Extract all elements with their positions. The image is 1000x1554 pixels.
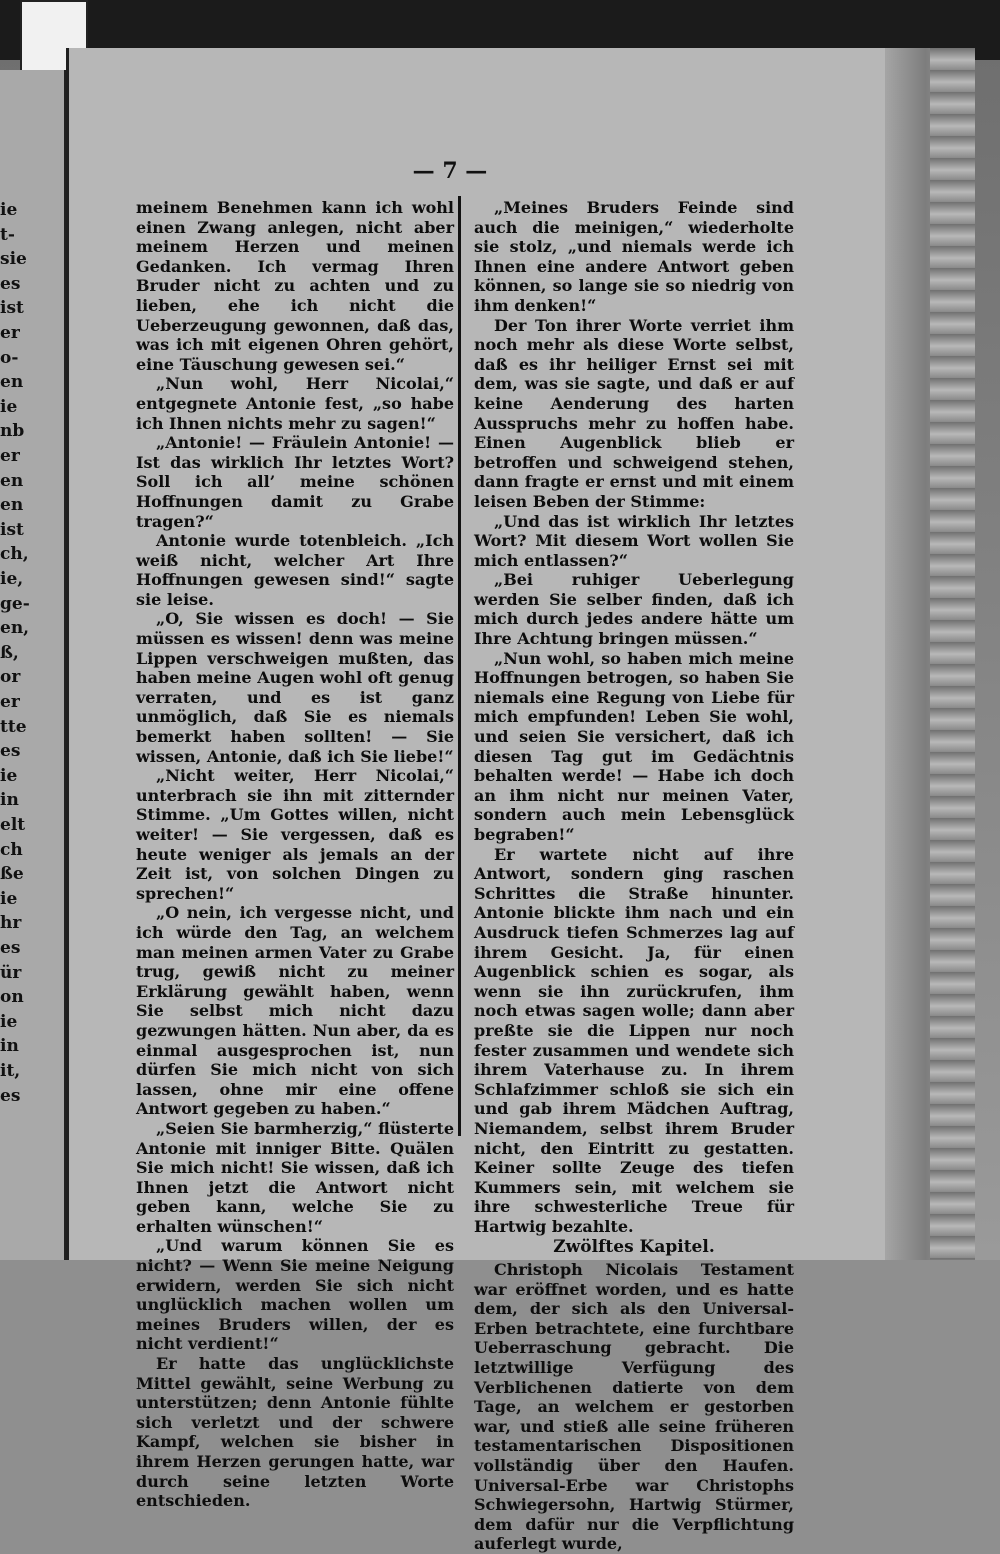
paragraph: Er wartete nicht auf ihre Antwort, sondern ging raschen Schrittes die Straße hinunter. Antonie blickte ihm nach und ein Ausdruck tiefen Schmerzes lag auf ihrem Gesicht. Ja, für einen Augenblick schien es sogar, als wenn sie ihn zurückrufen, ihm noch etwas sagen wolle; dann aber preßte sie die Lippen nur noch fester zusammen und wendete sich ihrem Vaterhause zu. In ihrem Schlafzimmer schloß sie sich ein und gab ihrem Mädchen Auftrag, Niemandem, selbst ihrem Bruder nicht, den Eintritt zu gestatten. Keiner sollte Zeuge des tiefen Kummers sein, mit welchem sie ihre schwesterliche Treue für Hartwig bezahlte. bbox=[474, 844, 794, 1236]
margin-fragment: in bbox=[0, 790, 19, 811]
margin-fragment: t- bbox=[0, 224, 15, 245]
paragraph: Antonie wurde totenbleich. „Ich weiß nicht, welcher Art Ihre Hoffnungen gewesen sind!“ sagte sie leise. bbox=[136, 531, 454, 609]
margin-fragment: ße bbox=[0, 864, 24, 885]
left-text-column bbox=[136, 198, 454, 1511]
paragraph: „Und das ist wirklich Ihr letztes Wort? Mit diesem Wort wollen Sie mich entlassen?“ bbox=[474, 511, 794, 570]
margin-fragment: nb bbox=[0, 421, 25, 442]
paragraph: „Meines Bruders Feinde sind auch die meinigen,“ wiederholte sie stolz, „und niemals werde ich Ihnen eine andere Antwort geben können, so lange sie so niedrig von ihm denken!“ bbox=[474, 198, 794, 315]
margin-fragment: or bbox=[0, 667, 21, 688]
margin-fragment: ie bbox=[0, 200, 18, 220]
margin-fragment: o- bbox=[0, 347, 19, 368]
paragraph: „Und warum können Sie es nicht? — Wenn Sie meine Neigung erwidern, werden Sie sich nicht unglücklich machen wollen um meines Bruders willen, der es nicht verdient!“ bbox=[136, 1236, 454, 1354]
paragraph: „Antonie! — Fräulein Antonie! — Ist das wirklich Ihr letztes Wort? Soll ich all’ meine schönen Hoffnungen damit zu Grabe tragen?“ bbox=[136, 433, 454, 531]
right-text-column bbox=[474, 198, 794, 1554]
margin-fragment: es bbox=[0, 938, 21, 958]
margin-fragment: es bbox=[0, 741, 21, 762]
column-divider bbox=[458, 196, 461, 1136]
page-torn-edge bbox=[930, 48, 975, 1260]
margin-fragment: en bbox=[0, 470, 24, 491]
margin-fragment: hr bbox=[0, 913, 22, 934]
margin-fragment: ch, bbox=[0, 544, 29, 565]
margin-fragment: ie bbox=[0, 765, 18, 786]
margin-fragment: ß, bbox=[0, 642, 19, 663]
margin-fragment: ie bbox=[0, 888, 18, 909]
margin-fragment: ch bbox=[0, 839, 23, 860]
paragraph: Der Ton ihrer Worte verriet ihm noch mehr als diese Worte selbst, daß es ihr heiliger Ernst sei mit dem, was sie sagte, und daß er auf keine Aenderung des harten Ausspruchs mehr zu hoffen habe. Einen Augenblick blieb er betroffen und schweigend stehen, dann fragte er ernst und mit einem leisen Beben der Stimme: bbox=[474, 315, 794, 511]
paragraph: Christoph Nicolais Testament war eröffnet worden, und es hatte dem, der sich als den Universal-Erben betrachtete, eine furchtbare Ueberraschung gebracht. Die letztwillige Verfügung des Verblichenen datierte von dem Tage, an welchem er gestorben war, und stieß alle seine früheren testamentarischen Dispositionen vollständig über den Haufen. Universal-Erbe war Christophs Schwiegersohn, Hartwig Stürmer, dem dafür nur die Verpflichtung auferlegt wurde, bbox=[474, 1260, 794, 1554]
margin-fragment: er bbox=[0, 446, 20, 466]
margin-fragment: elt bbox=[0, 815, 26, 835]
paragraph: „Nicht weiter, Herr Nicolai,“ unterbrach sie ihn mit zitternder Stimme. „Um Gottes willen, nicht weiter! — Sie vergessen, daß es heute weniger als jemals an der Zeit ist, von solchen Dingen zu sprechen!“ bbox=[136, 766, 454, 903]
paragraph: „Bei ruhiger Ueberlegung werden Sie selber finden, daß ich mich durch jedes andere hätte um Ihre Achtung bringen müssen.“ bbox=[474, 570, 794, 649]
margin-fragment: es bbox=[0, 1085, 21, 1106]
left-page-edge bbox=[0, 70, 67, 1260]
margin-fragment: ge- bbox=[0, 593, 30, 614]
paragraph: „Seien Sie barmherzig,“ flüsterte Antonie mit inniger Bitte. Quälen Sie mich nicht! Sie wissen, daß ich Ihnen jetzt die Antwort nicht geben kann, welche Sie zu erhalten wünschen!“ bbox=[136, 1118, 454, 1236]
margin-fragment: ist bbox=[0, 298, 24, 319]
paragraph: „Nun wohl, Herr Nicolai,“ entgegnete Antonie fest, „so habe ich Ihnen nichts mehr zu sagen!“ bbox=[136, 374, 454, 433]
margin-fragment: er bbox=[0, 692, 20, 712]
paragraph: Er hatte das unglücklichste Mittel gewählt, seine Werbung zu unterstützen; denn Antonie fühlte sich verletzt und der schwere Kampf, welchen sie bisher in ihrem Herzen gerungen hatte, war durch seine letzten Worte entschieden. bbox=[136, 1354, 454, 1511]
margin-fragment: ie bbox=[0, 396, 18, 417]
margin-fragment: en bbox=[0, 372, 24, 393]
page-number: — 7 — bbox=[412, 158, 488, 184]
margin-fragment: ist bbox=[0, 519, 24, 540]
margin-fragment: ie, bbox=[0, 569, 24, 589]
margin-fragment: in bbox=[0, 1036, 19, 1057]
paragraph: „O nein, ich vergesse nicht, und ich würde den Tag, an welchem man meinen armen Vater zu Grabe trug, gewiß nicht zu meiner Erklärung gewählt haben, wenn Sie selbst mich nicht dazu gezwungen hätten. Nun aber, da es einmal ausgesprochen ist, nun dürfen Sie mich nicht von sich lassen, ohne mir eine offene Antwort gegeben zu haben.“ bbox=[136, 903, 454, 1119]
margin-fragment: es bbox=[0, 273, 21, 294]
margin-fragment: it, bbox=[0, 1061, 21, 1081]
margin-fragment: ie bbox=[0, 1011, 18, 1032]
margin-fragment: er bbox=[0, 323, 20, 343]
margin-fragment: on bbox=[0, 987, 24, 1008]
margin-fragment: ür bbox=[0, 962, 22, 983]
margin-fragment: en bbox=[0, 495, 24, 516]
margin-fragment: en, bbox=[0, 618, 30, 639]
paragraph: meinem Benehmen kann ich wohl einen Zwang anlegen, nicht aber meinem Herzen und meinen Gedanken. Ich vermag Ihren Bruder nicht zu achten und zu lieben, ehe ich nicht die Ueberzeugung gewonnen, daß das, was ich mit eigenen Ohren gehört, eine Täuschung gewesen sei.“ bbox=[136, 198, 454, 374]
chapter-heading: Zwölftes Kapitel. bbox=[553, 1237, 715, 1258]
paragraph: „O, Sie wissen es doch! — Sie müssen es wissen! denn was meine Lippen verschweigen mußten, das haben meine Augen wohl oft genug verraten, und es ist ganz unmöglich, daß Sie es niemals bemerkt haben sollten! — Sie wissen, Antonie, daß ich Sie liebe!“ bbox=[136, 609, 454, 766]
margin-fragment: sie bbox=[0, 249, 27, 270]
margin-fragment: tte bbox=[0, 716, 27, 737]
paragraph: „Nun wohl, so haben mich meine Hoffnungen betrogen, so haben Sie niemals eine Regung von Liebe für mich empfunden! Leben Sie wohl, und seien Sie versichert, daß ich diesen Tag gut im Gedächtnis behalten werde! — Habe ich doch an ihm nicht nur meinen Vater, sondern auch mein Lebensglück begraben!“ bbox=[474, 648, 794, 844]
